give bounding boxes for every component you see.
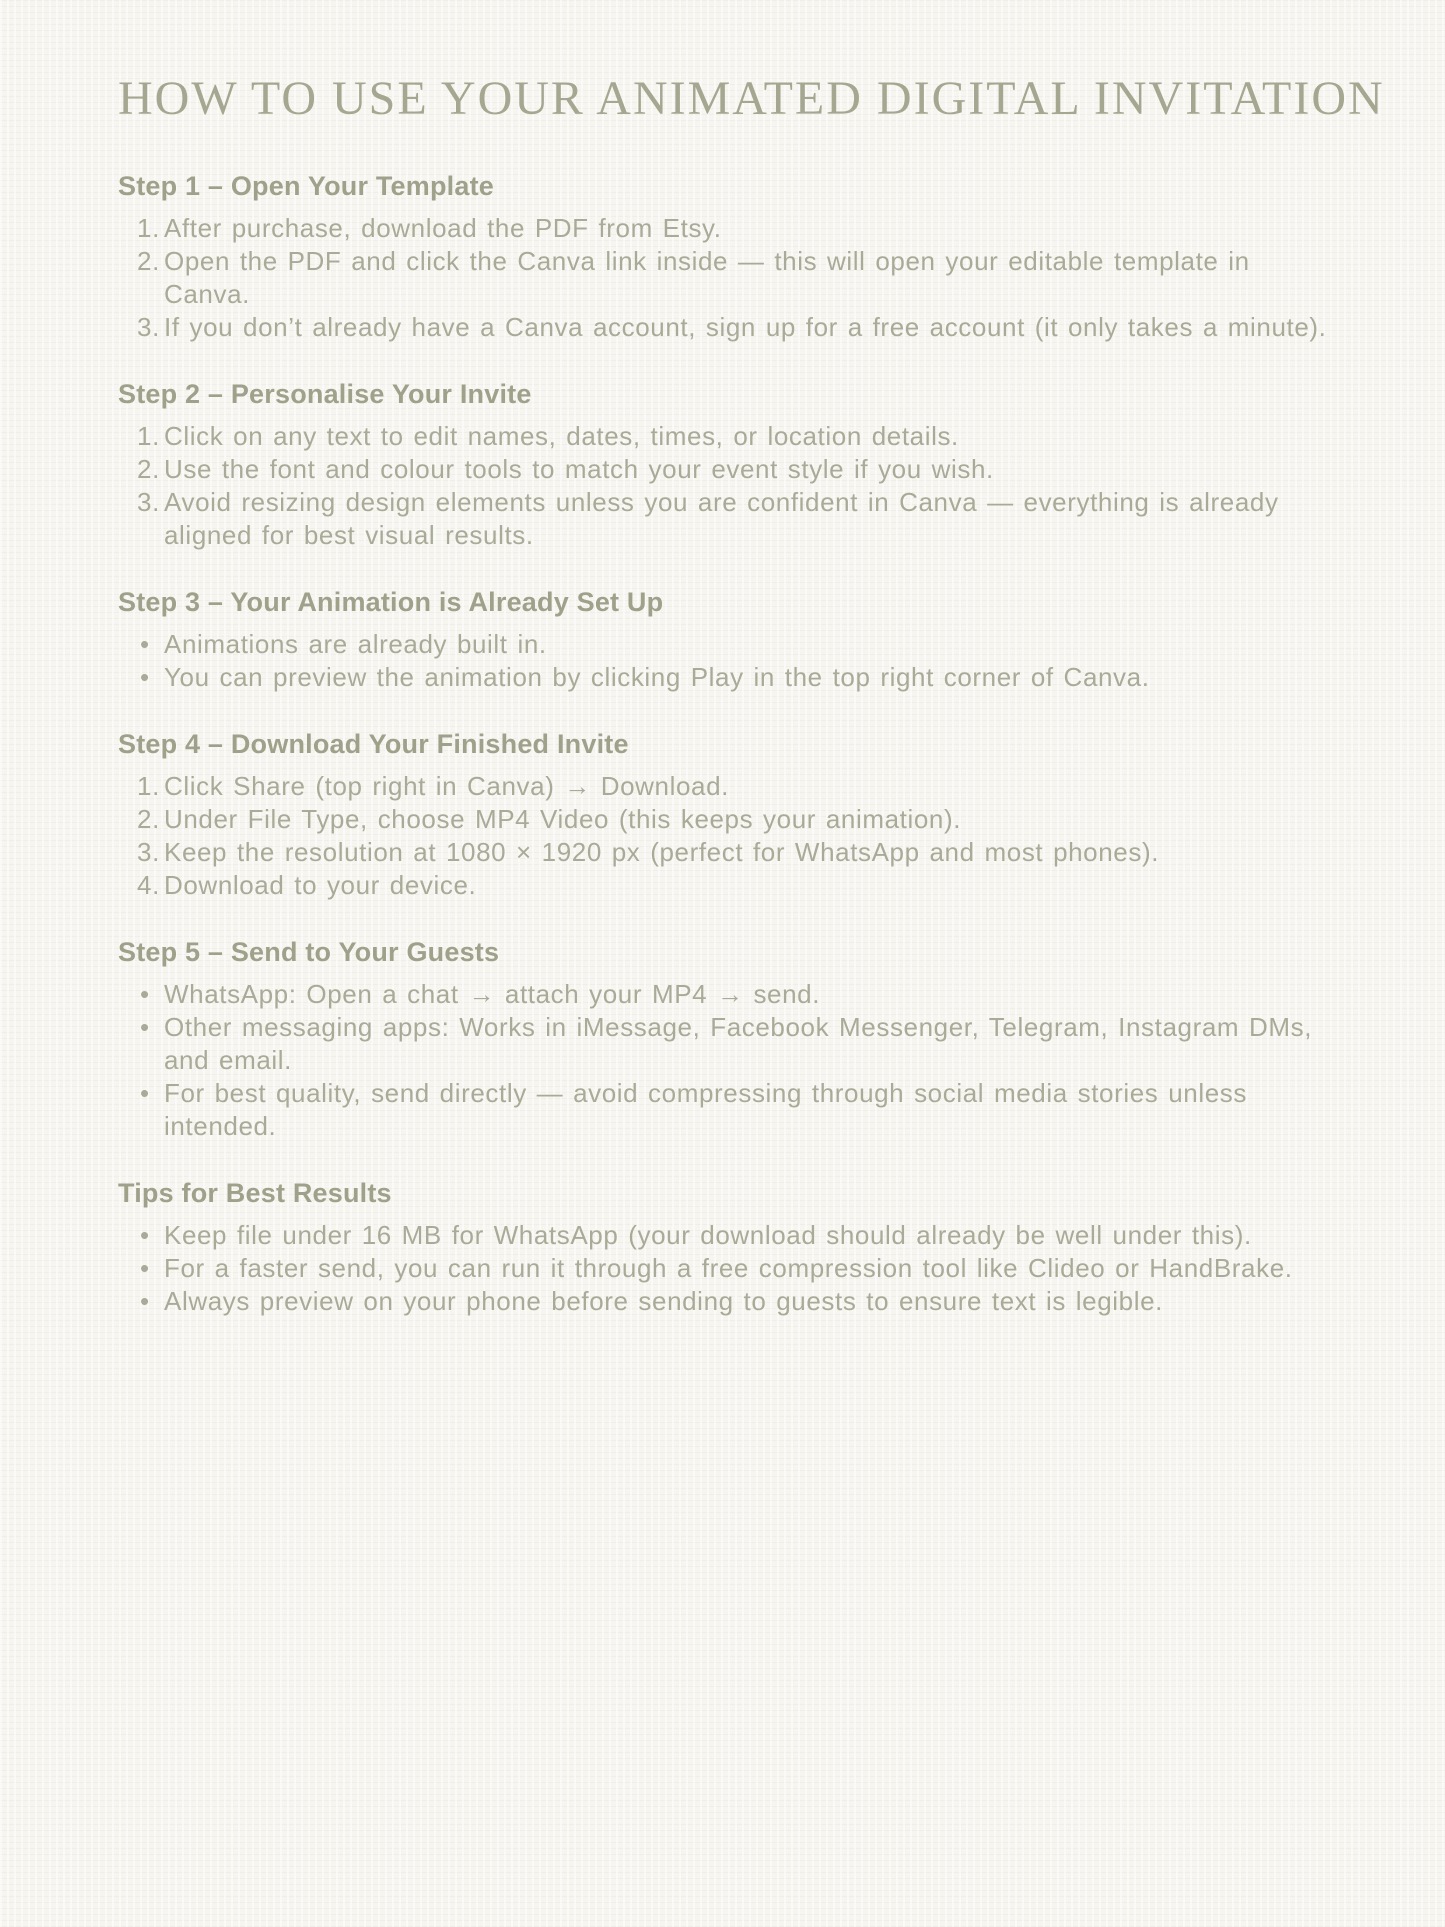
section-step-1-list [118, 212, 1333, 344]
section-step-1-heading: Step 1 – Open Your Template [118, 171, 494, 202]
section-step-5 [118, 936, 1333, 1143]
list-item: • You can preview the animation by clicking Play in the top right corner of Canva. [118, 661, 1332, 694]
list-item: Download to your device. [164, 870, 477, 901]
section-step-4-heading: Step 4 – Download Your Finished Invite [118, 729, 629, 760]
section-step-4 [118, 728, 1333, 902]
list-item: • For a faster send, you can run it through a free compression tool like Clideo or HandBrake. [118, 1252, 1332, 1285]
list-item: • Always preview on your phone before sending to guests to ensure text is legible. [118, 1285, 1332, 1318]
list-item: Avoid resizing design elements unless you are confident in Canva — everything is already aligned for best visual results. [164, 487, 1279, 551]
list-item: Click on any text to edit names, dates, times, or location details. [164, 421, 959, 452]
list-item: • Keep file under 16 MB for WhatsApp (your download should already be well under this). [118, 1219, 1332, 1252]
section-step-1 [118, 170, 1333, 344]
section-step-4-list [118, 770, 1333, 902]
list-item: If you don’t already have a Canva account, sign up for a free account (it only takes a minute). [164, 312, 1327, 343]
list-item: After purchase, download the PDF from Etsy. [164, 213, 722, 244]
section-step-3-heading: Step 3 – Your Animation is Already Set Up [118, 587, 664, 618]
list-item: • WhatsApp: Open a chat → attach your MP4 → send. [118, 978, 1332, 1011]
section-step-5-list [118, 978, 1333, 1143]
section-step-3 [118, 586, 1333, 694]
section-tips [118, 1177, 1333, 1318]
list-item: • Other messaging apps: Works in iMessage, Facebook Messenger, Telegram, Instagram DMs, and email. [118, 1011, 1332, 1077]
list-item: Use the font and colour tools to match your event style if you wish. [164, 454, 994, 485]
list-item: Keep the resolution at 1080 × 1920 px (perfect for WhatsApp and most phones). [164, 837, 1160, 868]
list-item: Under File Type, choose MP4 Video (this keeps your animation). [164, 804, 962, 835]
page-title: HOW TO USE YOUR ANIMATED DIGITAL INVITATION [118, 72, 1385, 125]
section-tips-heading: Tips for Best Results [118, 1178, 392, 1209]
list-item: • For best quality, send directly — avoid compressing through social media stories unless intended. [118, 1077, 1332, 1143]
section-step-2-list [118, 420, 1333, 552]
section-step-3-list [118, 628, 1333, 694]
list-item: Click Share (top right in Canva) → Download. [164, 771, 729, 802]
section-step-2-heading: Step 2 – Personalise Your Invite [118, 379, 532, 410]
section-tips-list [118, 1219, 1333, 1318]
section-step-2 [118, 378, 1333, 552]
list-item: • Animations are already built in. [118, 628, 1332, 661]
list-item: Open the PDF and click the Canva link inside — this will open your editable template in Canva. [164, 246, 1250, 310]
section-step-5-heading: Step 5 – Send to Your Guests [118, 937, 500, 968]
